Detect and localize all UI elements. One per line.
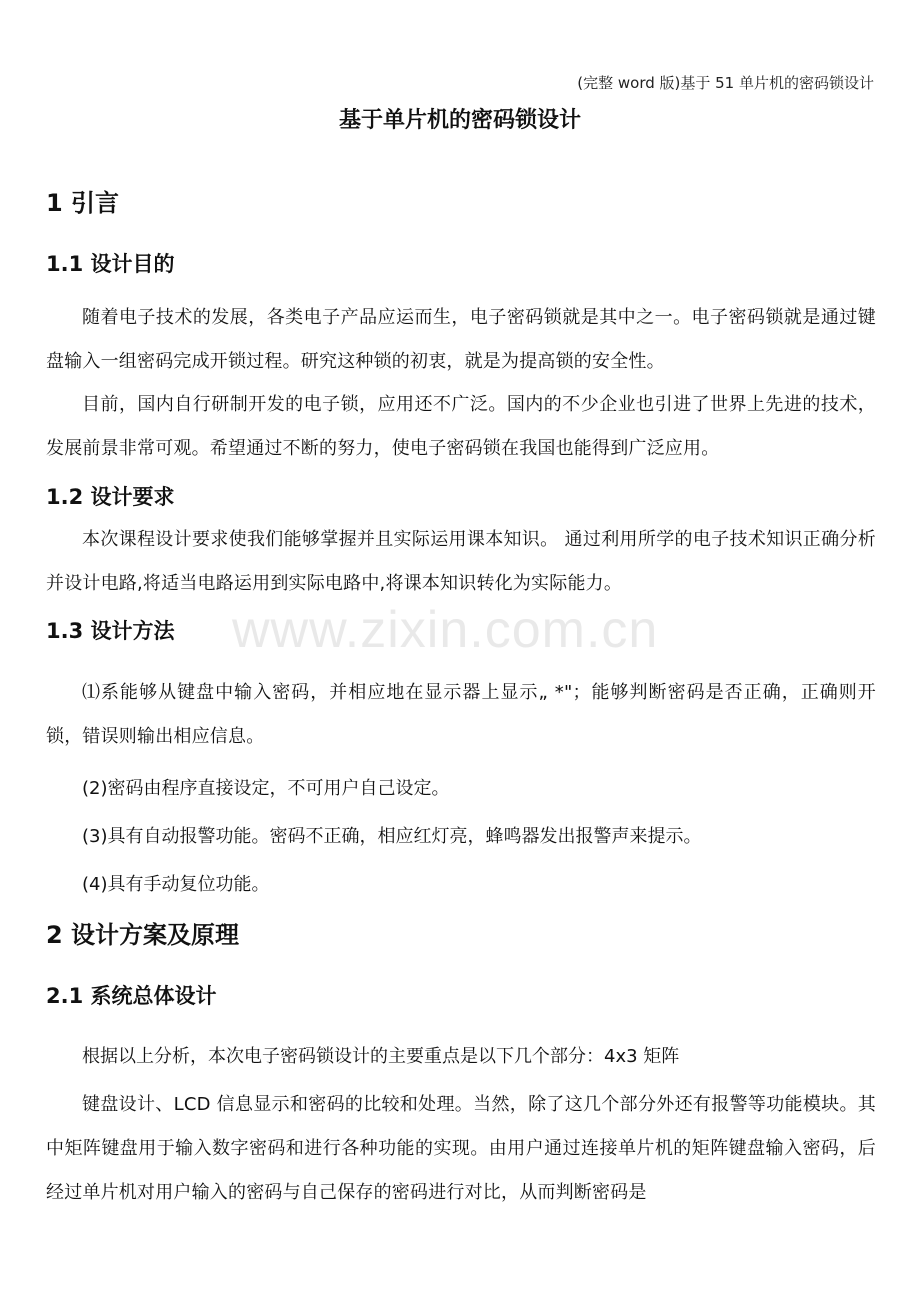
section-2-1-heading: 2.1 系统总体设计 (46, 984, 217, 1008)
watermark: www.zixin.com.cn (232, 601, 659, 659)
page-header: (完整 word 版)基于 51 单片机的密码锁设计 (577, 74, 874, 92)
section-1-heading: 1 引言 (46, 189, 120, 217)
section-2-heading: 2 设计方案及原理 (46, 921, 240, 949)
section-1-1-paragraph-1: 随着电子技术的发展，各类电子产品应运而生，电子密码锁就是其中之一。电子密码锁就是通过键盘输入一组密码完成开锁过程。研究这种锁的初衷，就是为提高锁的安全性。 (46, 307, 876, 372)
section-1-3-heading: 1.3 设计方法 (46, 619, 175, 643)
section-1-1-paragraph-2: 目前，国内自行研制开发的电子锁，应用还不广泛。国内的不少企业也引进了世界上先进的技术，发展前景非常可观。希望通过不断的努力，使电子密码锁在我国也能得到广泛应用。 (46, 394, 876, 459)
section-1-1-heading: 1.1 设计目的 (46, 252, 175, 276)
section-1-2-paragraph-1: 本次课程设计要求使我们能够掌握并且实际运用课本知识。 通过利用所学的电子技术知识正确分析并设计电路,将适当电路运用到实际电路中,将课本知识转化为实际能力。 (46, 529, 876, 594)
section-1-3-item-3: (3)具有自动报警功能。密码不正确，相应红灯亮，蜂鸣器发出报警声来提示。 (82, 826, 702, 847)
section-1-3-item-4: (4)具有手动复位功能。 (82, 874, 270, 895)
section-1-2-heading: 1.2 设计要求 (46, 485, 175, 509)
section-2-1-paragraph-1: 根据以上分析，本次电子密码锁设计的主要重点是以下几个部分：4x3 矩阵 (82, 1046, 680, 1067)
section-1-3-item-2: (2)密码由程序直接设定，不可用户自己设定。 (82, 778, 450, 799)
section-2-1-paragraph-2: 键盘设计、LCD 信息显示和密码的比较和处理。当然，除了这几个部分外还有报警等功能模块。其中矩阵键盘用于输入数字密码和进行各种功能的实现。由用户通过连接单片机的矩阵键盘输入密码，后经过单片机对用户输入的密码与自己保存的密码进行对比，从而判断密码是 (46, 1094, 876, 1203)
document-title: 基于单片机的密码锁设计 (338, 108, 581, 133)
section-1-3-item-1: ⑴系能够从键盘中输入密码，并相应地在显示器上显示„ *"；能够判断密码是否正确，正确则开锁，错误则输出相应信息。 (46, 682, 876, 747)
